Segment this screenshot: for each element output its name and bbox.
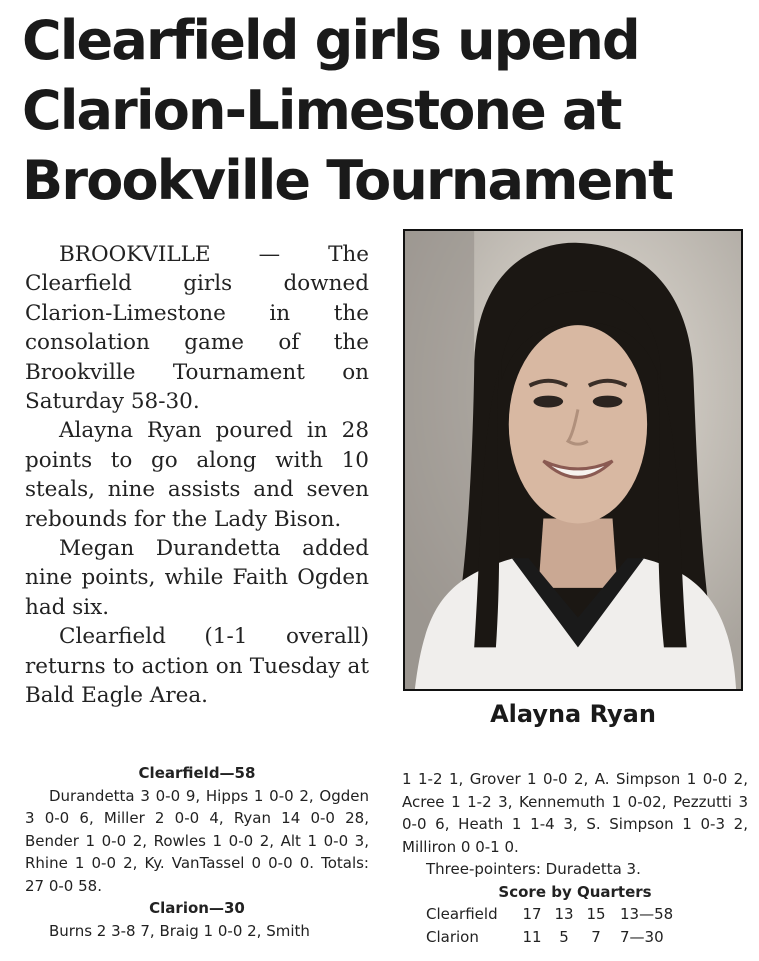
quarter-score: 15	[586, 905, 606, 923]
photo-caption: Alayna Ryan	[490, 700, 656, 728]
clarion-heading: Clarion—30	[149, 899, 245, 917]
paragraph-1: BROOKVILLE — The Clearfield girls downed Clarion-Limestone in the consolation game of the Brookville Tournament on Saturday 58-30.	[25, 242, 369, 415]
quarters-heading: Score by Quarters	[498, 882, 652, 901]
clarion-stats-cont: 1 1-2 1, Grover 1 0-0 2, A. Simpson 1 0-0 2, Acree 1 1-2 3, Kennemuth 1 0-02, Pezzutti 3 0-0 6, Heath 1 1-4 3, S. Simpson 1 0-3 2, Milliron 0 0-1 0.	[402, 770, 748, 856]
player-photo	[403, 229, 743, 691]
quarter-score: 5	[559, 927, 569, 946]
quarter-score: 17	[522, 905, 542, 923]
quarters-row	[426, 926, 748, 949]
clearfield-stats: Durandetta 3 0-0 9, Hipps 1 0-0 2, Ogden 3 0-0 6, Miller 2 0-0 4, Ryan 14 0-0 28, Bender 1 0-0 2, Rowles 1 0-0 2, Alt 1 0-0 3, Rhine 1 0-0 2, Ky. VanTassel 0 0-0 0. Totals: 27 0-0 58.	[25, 786, 369, 895]
clarion-stats-start: Burns 2 3-8 7, Braig 1 0-0 2, Smith	[49, 921, 310, 940]
quarter-score: 7	[591, 927, 601, 946]
boxscore-right	[402, 768, 748, 948]
quarter-score: 11	[522, 927, 542, 946]
quarters-table	[426, 903, 748, 948]
team-name: Clearfield	[426, 905, 498, 923]
final-score: 13—58	[620, 905, 674, 923]
three-pointers: Three-pointers: Duradetta 3.	[426, 860, 641, 878]
clearfield-heading: Clearfield—58	[138, 764, 256, 782]
headline: Clearfield girls upend Clarion-Limestone at Brookville Tournament	[22, 9, 673, 212]
final-score: 7—30	[620, 927, 664, 946]
quarter-score: 13	[554, 905, 574, 923]
paragraph-4: Clearfield (1-1 overall) returns to action on Tuesday at Bald Eagle Area.	[25, 624, 369, 709]
article-body	[25, 240, 369, 711]
boxscore-left	[25, 762, 369, 942]
quarters-row	[426, 903, 748, 926]
paragraph-3: Megan Durandetta added nine points, while Faith Ogden had six.	[25, 536, 369, 620]
paragraph-2: Alayna Ryan poured in 28 points to go along with 10 steals, nine assists and seven rebounds for the Lady Bison.	[25, 418, 369, 532]
team-name: Clarion	[426, 927, 479, 946]
portrait-illustration	[405, 231, 741, 689]
